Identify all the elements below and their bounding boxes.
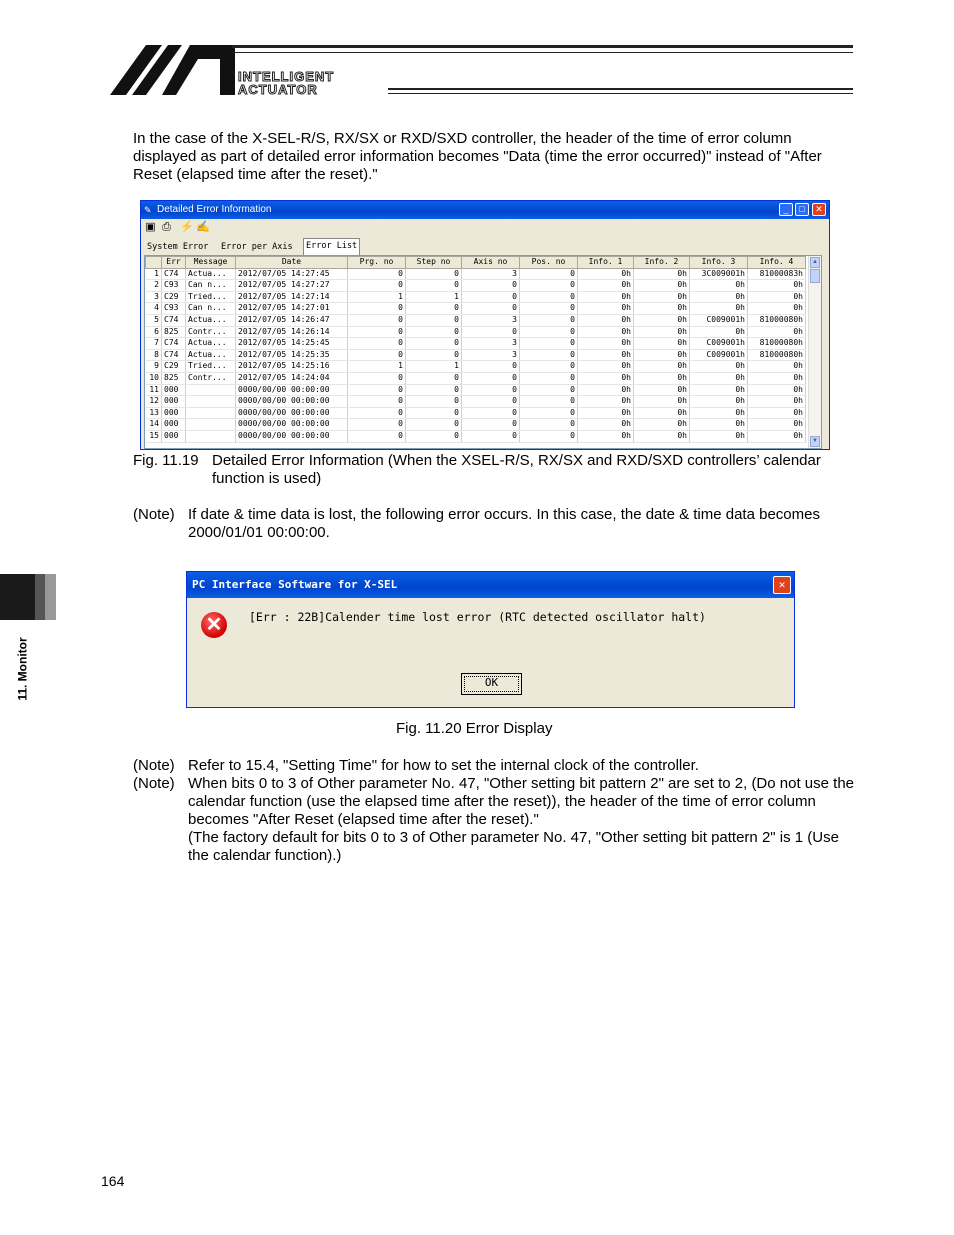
note1-label: (Note) — [133, 506, 175, 523]
table-cell: 0h — [578, 314, 634, 326]
table-cell: 8 — [146, 349, 162, 361]
table-cell: 0 — [348, 349, 406, 361]
table-cell: 0h — [690, 280, 748, 292]
table-cell: 0 — [406, 396, 462, 408]
table-cell: C93 — [162, 280, 186, 292]
table-cell: 000 — [162, 430, 186, 442]
table-cell: 0 — [520, 314, 578, 326]
table-cell: 0h — [634, 338, 690, 350]
table-cell: 0h — [578, 430, 634, 442]
table-cell: 0 — [520, 384, 578, 396]
table-cell: Actua... — [186, 314, 236, 326]
table-cell: 0h — [634, 268, 690, 280]
table-cell: 0h — [578, 326, 634, 338]
table-cell: 0 — [348, 326, 406, 338]
table-cell: 0h — [748, 361, 806, 373]
table-cell: 825 — [162, 326, 186, 338]
table-row[interactable] — [146, 280, 806, 292]
table-cell — [186, 419, 236, 431]
table-cell: 0h — [578, 280, 634, 292]
table-cell: 0 — [406, 384, 462, 396]
table-cell: 0h — [748, 419, 806, 431]
dialog-title: PC Interface Software for X-SEL — [192, 578, 398, 591]
fig1-number: Fig. 11.19 — [133, 452, 199, 469]
vertical-scrollbar[interactable] — [808, 256, 821, 448]
table-cell: 0000/00/00 00:00:00 — [236, 384, 348, 396]
table-cell: 0 — [462, 303, 520, 315]
table-cell: 1 — [146, 268, 162, 280]
window-title-bar — [141, 201, 829, 219]
table-cell: 2012/07/05 14:25:16 — [236, 361, 348, 373]
chapter-label — [10, 630, 32, 715]
note3-text-main: When bits 0 to 3 of Other parameter No. 47, "Other setting bit pattern 2" are set to 2, (Do not use the calendar function (use the elapsed time after the reset)), the header of the time of error column becomes "After Reset (elapsed time after the reset)." — [188, 775, 854, 828]
table-cell: C74 — [162, 314, 186, 326]
clear-error-icon[interactable]: ⚡ — [180, 221, 194, 233]
table-row[interactable] — [146, 419, 806, 431]
table-cell — [186, 407, 236, 419]
note3-label: (Note) — [133, 775, 175, 792]
column-header[interactable]: Info. 2 — [634, 257, 690, 269]
table-cell: 0h — [634, 280, 690, 292]
table-cell: 0h — [578, 372, 634, 384]
table-cell: 0 — [406, 314, 462, 326]
table-cell: 0h — [578, 396, 634, 408]
column-header[interactable]: Message — [186, 257, 236, 269]
table-cell: 2012/07/05 14:26:47 — [236, 314, 348, 326]
tab-system-error[interactable]: System Error — [147, 242, 209, 252]
table-cell: 0h — [634, 326, 690, 338]
grid-header-row — [146, 257, 806, 269]
table-cell: 0 — [348, 314, 406, 326]
table-cell: 0h — [634, 349, 690, 361]
table-cell: 0 — [520, 430, 578, 442]
table-cell: 0 — [348, 396, 406, 408]
tab-error-per-axis[interactable]: Error per Axis — [221, 242, 293, 252]
table-cell: 000 — [162, 384, 186, 396]
table-cell: 1 — [348, 291, 406, 303]
table-cell: Contr... — [186, 326, 236, 338]
table-row[interactable] — [146, 291, 806, 303]
table-cell: 0 — [406, 372, 462, 384]
table-cell: 3 — [462, 349, 520, 361]
table-cell: 0h — [578, 384, 634, 396]
table-cell: 2012/07/05 14:27:45 — [236, 268, 348, 280]
table-cell: 0h — [690, 384, 748, 396]
dialog-title-bar — [187, 572, 794, 598]
table-cell: 2012/07/05 14:24:04 — [236, 372, 348, 384]
fig2-caption: Fig. 11.20 Error Display — [396, 720, 553, 737]
table-cell: 0h — [578, 349, 634, 361]
table-cell: 0 — [348, 372, 406, 384]
table-cell: C74 — [162, 268, 186, 280]
table-cell: C93 — [162, 303, 186, 315]
maximize-button[interactable]: □ — [795, 203, 809, 216]
table-cell: 81000080h — [748, 314, 806, 326]
detailed-error-window — [140, 200, 830, 450]
table-cell: C009001h — [690, 349, 748, 361]
table-cell: 2 — [146, 280, 162, 292]
column-header[interactable]: Info. 3 — [690, 257, 748, 269]
table-cell: 0h — [634, 407, 690, 419]
error-message: [Err : 22B]Calender time lost error (RTC detected oscillator halt) — [249, 610, 706, 624]
table-cell: 0 — [462, 384, 520, 396]
print-icon[interactable]: ⎙ — [162, 221, 171, 233]
table-cell: 0h — [634, 396, 690, 408]
table-cell: 0 — [520, 303, 578, 315]
table-cell: 5 — [146, 314, 162, 326]
table-cell: 0 — [348, 407, 406, 419]
table-cell: 0h — [634, 361, 690, 373]
column-header[interactable]: Pos. no — [520, 257, 578, 269]
table-cell: 0 — [406, 280, 462, 292]
table-cell: 4 — [146, 303, 162, 315]
table-cell: 0h — [578, 291, 634, 303]
table-cell: 0 — [520, 419, 578, 431]
table-cell: 1 — [348, 361, 406, 373]
table-row[interactable] — [146, 407, 806, 419]
table-cell: 0 — [462, 361, 520, 373]
table-cell: 0 — [348, 430, 406, 442]
table-cell: 825 — [162, 372, 186, 384]
header-rule-bottom — [388, 88, 853, 90]
table-cell: 0h — [748, 372, 806, 384]
company-logo — [110, 45, 235, 95]
chapter-tab — [0, 574, 56, 620]
table-cell: 0 — [406, 303, 462, 315]
table-row[interactable] — [146, 314, 806, 326]
header-rule-thin — [232, 52, 853, 53]
table-cell: 13 — [146, 407, 162, 419]
table-cell: 0 — [462, 430, 520, 442]
save-icon[interactable]: ▣ — [145, 221, 156, 233]
table-cell: C29 — [162, 361, 186, 373]
table-cell: 12 — [146, 396, 162, 408]
table-cell: 7 — [146, 338, 162, 350]
table-cell: 0h — [690, 430, 748, 442]
table-cell: 0 — [406, 338, 462, 350]
table-cell: 0 — [348, 303, 406, 315]
table-cell: 0 — [348, 384, 406, 396]
table-cell: Can n... — [186, 303, 236, 315]
fig1-caption: Detailed Error Information (When the XSEL-R/S, RX/SX and RXD/SXD controllers’ calendar function is used) — [212, 452, 821, 487]
table-cell: 3 — [462, 338, 520, 350]
table-row[interactable] — [146, 361, 806, 373]
table-cell: C009001h — [690, 314, 748, 326]
table-cell: 0h — [634, 372, 690, 384]
table-cell: 0 — [406, 407, 462, 419]
table-cell: C74 — [162, 338, 186, 350]
table-cell: 0h — [578, 338, 634, 350]
table-cell: 3 — [462, 268, 520, 280]
table-cell: 0000/00/00 00:00:00 — [236, 396, 348, 408]
close-button[interactable]: ✕ — [773, 576, 791, 594]
table-cell: 1 — [406, 291, 462, 303]
table-cell: 0 — [462, 291, 520, 303]
chapter-label-text: 11. Monitor — [15, 637, 30, 701]
table-cell: 0 — [520, 361, 578, 373]
table-cell: Contr... — [186, 372, 236, 384]
table-cell: 0000/00/00 00:00:00 — [236, 419, 348, 431]
column-header[interactable]: Info. 4 — [748, 257, 806, 269]
table-cell: Tried... — [186, 361, 236, 373]
table-cell: 0h — [748, 407, 806, 419]
intro-paragraph: In the case of the X-SEL-R/S, RX/SX or RXD/SXD controller, the header of the time of error column displayed as part of detailed error information becomes "Data (time the error occurred)" instead of "After Reset (elapsed time after the reset)." — [133, 130, 822, 183]
table-row[interactable] — [146, 384, 806, 396]
clear-all-icon[interactable]: ✍ — [196, 221, 210, 233]
table-cell: 0h — [578, 268, 634, 280]
table-cell: 0h — [690, 407, 748, 419]
table-cell: 000 — [162, 407, 186, 419]
table-cell: Tried... — [186, 291, 236, 303]
table-cell: 0 — [520, 407, 578, 419]
table-cell: 0 — [462, 326, 520, 338]
error-dialog — [186, 571, 795, 708]
table-cell: C29 — [162, 291, 186, 303]
scroll-thumb[interactable] — [810, 269, 820, 283]
table-cell: C009001h — [690, 338, 748, 350]
scroll-down-icon[interactable]: ▼ — [810, 436, 820, 447]
table-cell: 0 — [462, 280, 520, 292]
tab-strip — [141, 237, 829, 255]
table-cell: C74 — [162, 349, 186, 361]
table-cell: 000 — [162, 396, 186, 408]
table-cell: 0 — [348, 280, 406, 292]
table-row[interactable] — [146, 372, 806, 384]
table-cell — [186, 384, 236, 396]
table-cell: 0 — [520, 338, 578, 350]
table-cell: 0 — [520, 326, 578, 338]
table-row[interactable] — [146, 396, 806, 408]
table-cell: 0h — [634, 291, 690, 303]
app-icon: ✎ — [144, 205, 152, 215]
table-cell: 81000080h — [748, 349, 806, 361]
note1-text: If date & time data is lost, the following error occurs. In this case, the date & time data becomes 2000/01/01 00:00:00. — [188, 506, 820, 541]
table-cell: 0h — [748, 384, 806, 396]
table-cell: Actua... — [186, 338, 236, 350]
table-cell: 0h — [578, 419, 634, 431]
table-cell: 0h — [748, 396, 806, 408]
ok-button[interactable]: OK — [461, 673, 522, 695]
note2-label: (Note) — [133, 757, 175, 774]
table-row[interactable] — [146, 338, 806, 350]
table-cell: 0h — [634, 384, 690, 396]
table-cell: 0 — [462, 419, 520, 431]
table-cell: 0h — [690, 419, 748, 431]
table-cell: 0 — [520, 372, 578, 384]
table-cell: 0 — [406, 419, 462, 431]
table-cell: 0000/00/00 00:00:00 — [236, 430, 348, 442]
table-cell: 0h — [690, 372, 748, 384]
table-cell: 0 — [406, 268, 462, 280]
table-cell: 0h — [748, 303, 806, 315]
table-cell — [186, 396, 236, 408]
table-cell: 0h — [690, 291, 748, 303]
column-header[interactable]: Info. 1 — [578, 257, 634, 269]
table-cell: 0 — [406, 326, 462, 338]
table-cell: 0 — [462, 372, 520, 384]
table-cell: 0 — [462, 396, 520, 408]
table-cell: 0h — [634, 419, 690, 431]
logo-wordmark — [238, 70, 334, 96]
table-cell: 3 — [462, 314, 520, 326]
table-row[interactable] — [146, 349, 806, 361]
column-header[interactable]: Prg. no — [348, 257, 406, 269]
table-cell: 0h — [690, 326, 748, 338]
table-cell: 0h — [634, 303, 690, 315]
logo-line1: INTELLIGENT — [238, 69, 335, 84]
close-button[interactable]: ✕ — [812, 203, 826, 216]
table-cell: Actua... — [186, 349, 236, 361]
toolbar — [141, 219, 829, 237]
table-cell: 0 — [348, 338, 406, 350]
table-row[interactable] — [146, 268, 806, 280]
table-cell: 0h — [690, 303, 748, 315]
table-cell: 0h — [578, 303, 634, 315]
table-cell: 2012/07/05 14:26:14 — [236, 326, 348, 338]
table-cell: 1 — [406, 361, 462, 373]
error-list-grid — [144, 255, 822, 449]
table-cell — [186, 430, 236, 442]
table-cell: 2012/07/05 14:27:27 — [236, 280, 348, 292]
table-cell: 11 — [146, 384, 162, 396]
table-cell: Actua... — [186, 268, 236, 280]
table-cell: 000 — [162, 419, 186, 431]
minimize-button[interactable]: _ — [779, 203, 793, 216]
error-icon: ✕ — [201, 612, 227, 638]
table-cell: 0h — [578, 407, 634, 419]
table-cell: 0h — [748, 291, 806, 303]
table-cell: 0h — [748, 430, 806, 442]
scroll-up-icon[interactable]: ▲ — [810, 257, 820, 268]
table-cell: 0 — [520, 349, 578, 361]
tab-error-list[interactable]: Error List — [303, 238, 360, 255]
window-title: Detailed Error Information — [157, 204, 272, 215]
table-row[interactable] — [146, 430, 806, 442]
header-rule-top — [232, 45, 853, 48]
table-cell: Can n... — [186, 280, 236, 292]
table-cell: 2012/07/05 14:25:45 — [236, 338, 348, 350]
table-cell: 9 — [146, 361, 162, 373]
table-cell: 81000080h — [748, 338, 806, 350]
table-cell: 2012/07/05 14:27:01 — [236, 303, 348, 315]
table-cell: 0 — [520, 291, 578, 303]
table-cell: 2012/07/05 14:27:14 — [236, 291, 348, 303]
table-cell: 0 — [348, 268, 406, 280]
column-header[interactable] — [146, 257, 162, 269]
column-header[interactable]: Step no — [406, 257, 462, 269]
table-cell: 15 — [146, 430, 162, 442]
table-cell: 0000/00/00 00:00:00 — [236, 407, 348, 419]
table-cell: 0h — [748, 280, 806, 292]
column-header[interactable]: Err — [162, 257, 186, 269]
table-cell: 0h — [748, 326, 806, 338]
column-header[interactable]: Axis no — [462, 257, 520, 269]
table-cell: 0 — [520, 396, 578, 408]
table-cell: 0 — [406, 349, 462, 361]
table-cell: 2012/07/05 14:25:35 — [236, 349, 348, 361]
header-rule-bottom-thin — [388, 93, 853, 94]
table-cell: 0 — [406, 430, 462, 442]
table-cell: 0h — [578, 361, 634, 373]
note3-text — [188, 775, 858, 865]
table-cell: 0 — [348, 419, 406, 431]
table-cell: 0h — [634, 314, 690, 326]
table-cell: 3 — [146, 291, 162, 303]
table-cell: 0 — [520, 268, 578, 280]
note3-text-aside: (The factory default for bits 0 to 3 of Other parameter No. 47, "Other setting bit pattern 2" is 1 (Use the calendar function).) — [188, 829, 839, 864]
table-cell: 81000083h — [748, 268, 806, 280]
table-cell: 0h — [690, 396, 748, 408]
table-cell: 14 — [146, 419, 162, 431]
table-cell: 0h — [690, 361, 748, 373]
column-header[interactable]: Date — [236, 257, 348, 269]
table-cell: 6 — [146, 326, 162, 338]
logo-line2: ACTUATOR — [238, 82, 318, 97]
note2-text: Refer to 15.4, "Setting Time" for how to set the internal clock of the controller. — [188, 757, 699, 774]
page-number: 164 — [101, 1173, 125, 1189]
table-row[interactable] — [146, 303, 806, 315]
table-row[interactable] — [146, 326, 806, 338]
table-cell: 3C009001h — [690, 268, 748, 280]
table-cell: 0 — [462, 407, 520, 419]
table-cell: 0h — [634, 430, 690, 442]
table-cell: 10 — [146, 372, 162, 384]
table-cell: 0 — [520, 280, 578, 292]
